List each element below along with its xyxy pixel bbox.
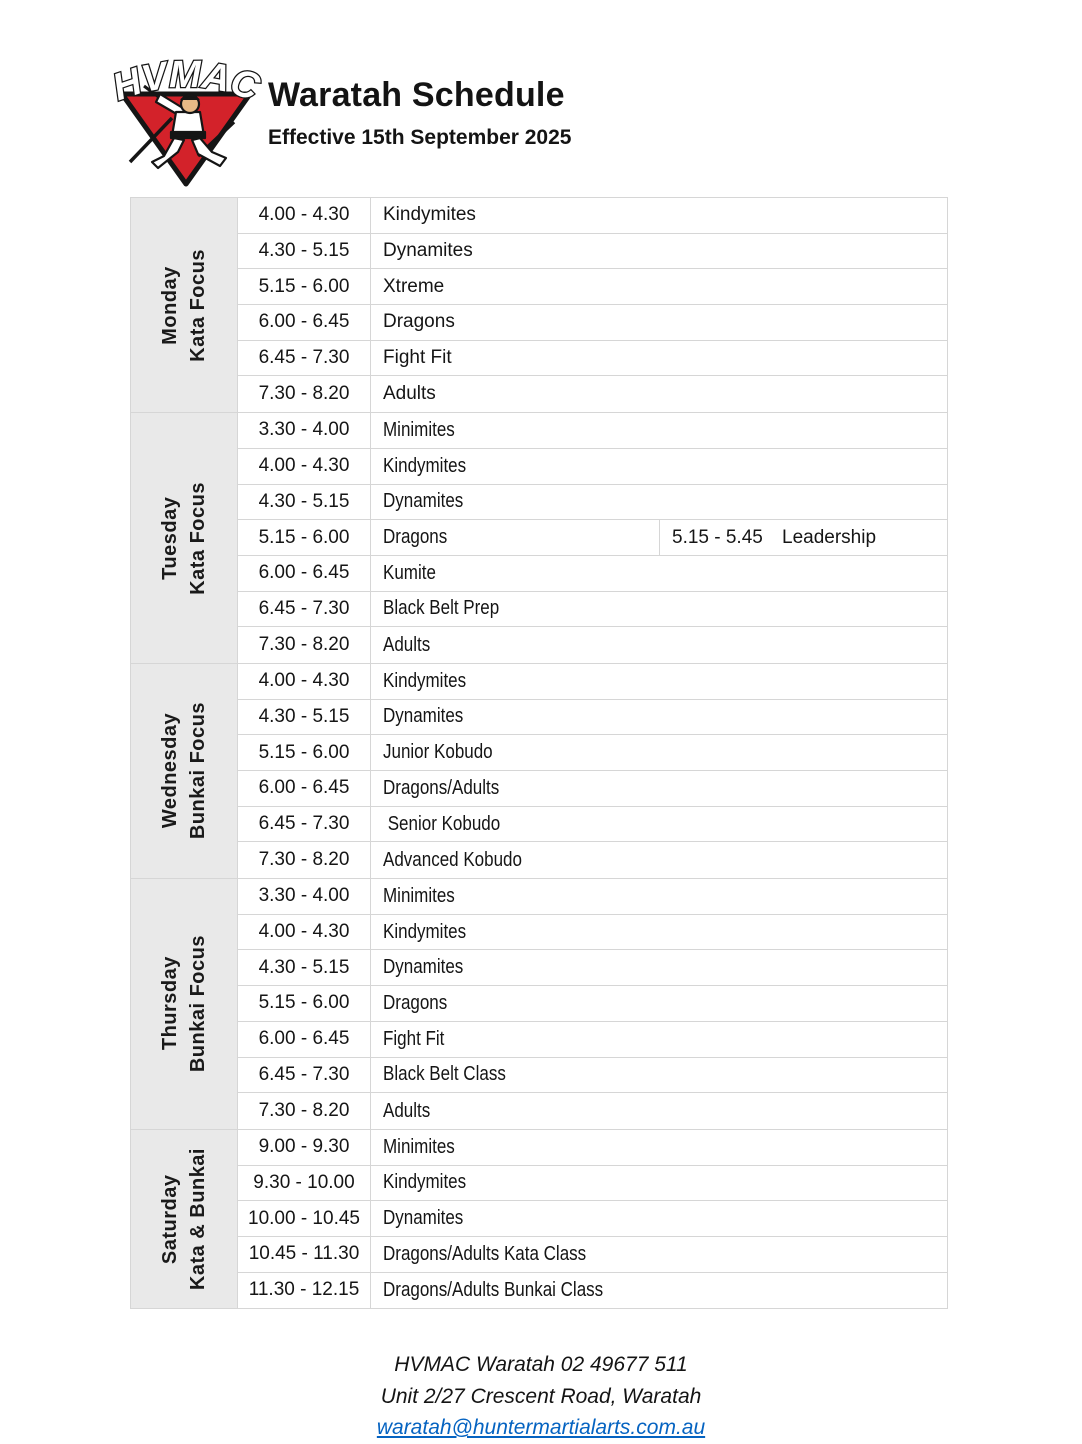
section-tuesday [131,413,947,664]
time-cell: 5.15 - 6.00 [238,735,371,770]
class-cell: Minimites [383,418,455,441]
day-label: Saturday [159,1174,181,1264]
class-cell: Kumite [383,561,436,584]
table-row [238,1237,947,1273]
time-cell: 7.30 - 8.20 [238,627,371,663]
time-cell: 5.15 - 6.00 [238,986,371,1021]
time-cell: 6.00 - 6.45 [238,771,371,806]
focus-label: Bunkai Focus [187,935,209,1073]
day-label: Thursday [159,956,181,1051]
logo-text: HVMAC [108,58,264,110]
day-header-thursday [131,879,238,1129]
class-cell: Dragons/Adults Bunkai Class [383,1278,604,1301]
table-row [238,807,947,843]
table-row [238,915,947,951]
time-cell: 4.30 - 5.15 [238,234,371,269]
class-cell: Dynamites [383,490,464,513]
table-row [238,1273,947,1309]
class-cell: Junior Kobudo [383,741,493,764]
class-cell: Kindymites [383,204,476,226]
page-title: Waratah Schedule [268,76,565,114]
class-cell: Dynamites [383,240,473,262]
class-cell: Adults [383,633,431,656]
table-row [238,1093,947,1129]
footer-phone-line: HVMAC Waratah 02 49677 511 [394,1353,688,1376]
class-cell: Dragons/Adults Kata Class [383,1242,587,1265]
hvmac-logo [108,58,264,190]
table-row [238,986,947,1022]
class-cell: Minimites [383,884,455,907]
time-cell: 7.30 - 8.20 [238,842,371,878]
table-row [238,269,947,305]
leadership-subcell [659,520,947,555]
email-link[interactable]: waratah@huntermartialarts.com.au [376,1416,706,1439]
table-row [238,341,947,377]
day-label: Tuesday [159,496,181,580]
class-cell: Adults [383,1099,431,1122]
day-header-wednesday [131,664,238,878]
section-wednesday [131,664,947,879]
table-row [238,664,947,700]
section-saturday [131,1130,947,1309]
time-cell: 6.45 - 7.30 [238,1058,371,1093]
class-cell: Adults [383,383,436,405]
table-row [238,198,947,234]
focus-label: Kata Focus [187,248,209,362]
table-row [238,735,947,771]
table-row [238,771,947,807]
time-cell: 3.30 - 4.00 [238,413,371,448]
table-row [238,627,947,663]
time-cell: 6.45 - 7.30 [238,807,371,842]
class-cell: Dynamites [383,705,464,728]
time-cell: 4.00 - 4.30 [238,664,371,699]
class-cell: Dragons [383,311,455,333]
focus-label: Bunkai Focus [187,702,209,840]
day-label: Wednesday [159,713,181,829]
time-cell: 11.30 - 12.15 [238,1273,371,1309]
section-monday [131,198,947,413]
table-row [238,413,947,449]
section-thursday [131,879,947,1130]
class-cell: Black Belt Prep [383,597,500,620]
time-cell: 3.30 - 4.00 [238,879,371,914]
time-cell: 10.00 - 10.45 [238,1201,371,1236]
class-cell: Kindymites [383,454,467,477]
day-label: Monday [159,265,181,345]
table-row [238,234,947,270]
table-row [238,842,947,878]
time-cell: 9.30 - 10.00 [238,1166,371,1201]
time-cell: 4.30 - 5.15 [238,700,371,735]
schedule-table [130,197,948,1309]
time-cell: 6.45 - 7.30 [238,341,371,376]
table-row-with-leadership [238,520,947,556]
focus-label: Kata & Bunkai [187,1148,209,1291]
class-cell: Dragons [383,991,448,1014]
table-row [238,1058,947,1094]
time-cell: 4.00 - 4.30 [238,915,371,950]
sub-time-cell: 5.15 - 5.45 [672,526,763,548]
class-cell: Senior Kobudo [383,812,501,835]
day-header-tuesday [131,413,238,663]
sub-class-cell: Leadership [782,526,877,548]
table-row [238,879,947,915]
header [268,76,571,150]
table-row [238,1130,947,1166]
class-cell: Fight Fit [383,1027,445,1050]
page-subtitle: Effective 15th September 2025 [268,126,572,149]
table-row [238,1201,947,1237]
time-cell: 7.30 - 8.20 [238,1093,371,1129]
class-cell: Fight Fit [383,347,452,369]
table-row [238,592,947,628]
time-cell: 6.00 - 6.45 [238,1022,371,1057]
footer-address-line: Unit 2/27 Crescent Road, Waratah [380,1384,702,1408]
table-row [238,485,947,521]
time-cell: 5.15 - 6.00 [238,520,371,555]
class-cell: Black Belt Class [383,1063,506,1086]
time-cell: 6.45 - 7.30 [238,592,371,627]
time-cell: 9.00 - 9.30 [238,1130,371,1165]
class-cell: Kindymites [383,669,467,692]
class-cell: Dragons/Adults [383,776,500,799]
day-header-saturday [131,1130,238,1308]
time-cell: 5.15 - 6.00 [238,269,371,304]
time-cell: 4.30 - 5.15 [238,485,371,520]
time-cell: 4.00 - 4.30 [238,198,371,233]
class-cell: Advanced Kobudo [383,848,522,871]
footer [0,1349,1082,1444]
class-cell: Xtreme [383,275,445,297]
time-cell: 4.00 - 4.30 [238,449,371,484]
day-header-monday [131,198,238,412]
time-cell: 6.00 - 6.45 [238,556,371,591]
class-cell: Kindymites [383,920,467,943]
table-row [238,950,947,986]
time-cell: 4.30 - 5.15 [238,950,371,985]
time-cell: 10.45 - 11.30 [238,1237,371,1272]
class-cell: Dynamites [383,956,464,979]
table-row [238,1166,947,1202]
table-row [238,376,947,412]
time-cell: 7.30 - 8.20 [238,376,371,412]
table-row [238,700,947,736]
class-cell: Minimites [383,1135,455,1158]
hvmac-logo-icon [108,58,264,190]
class-cell: Dynamites [383,1207,464,1230]
class-cell: Kindymites [383,1171,467,1194]
focus-label: Kata Focus [187,481,209,595]
table-row [238,556,947,592]
table-row [238,1022,947,1058]
table-row [238,305,947,341]
table-row [238,449,947,485]
time-cell: 6.00 - 6.45 [238,305,371,340]
class-cell: Dragons [383,526,448,549]
